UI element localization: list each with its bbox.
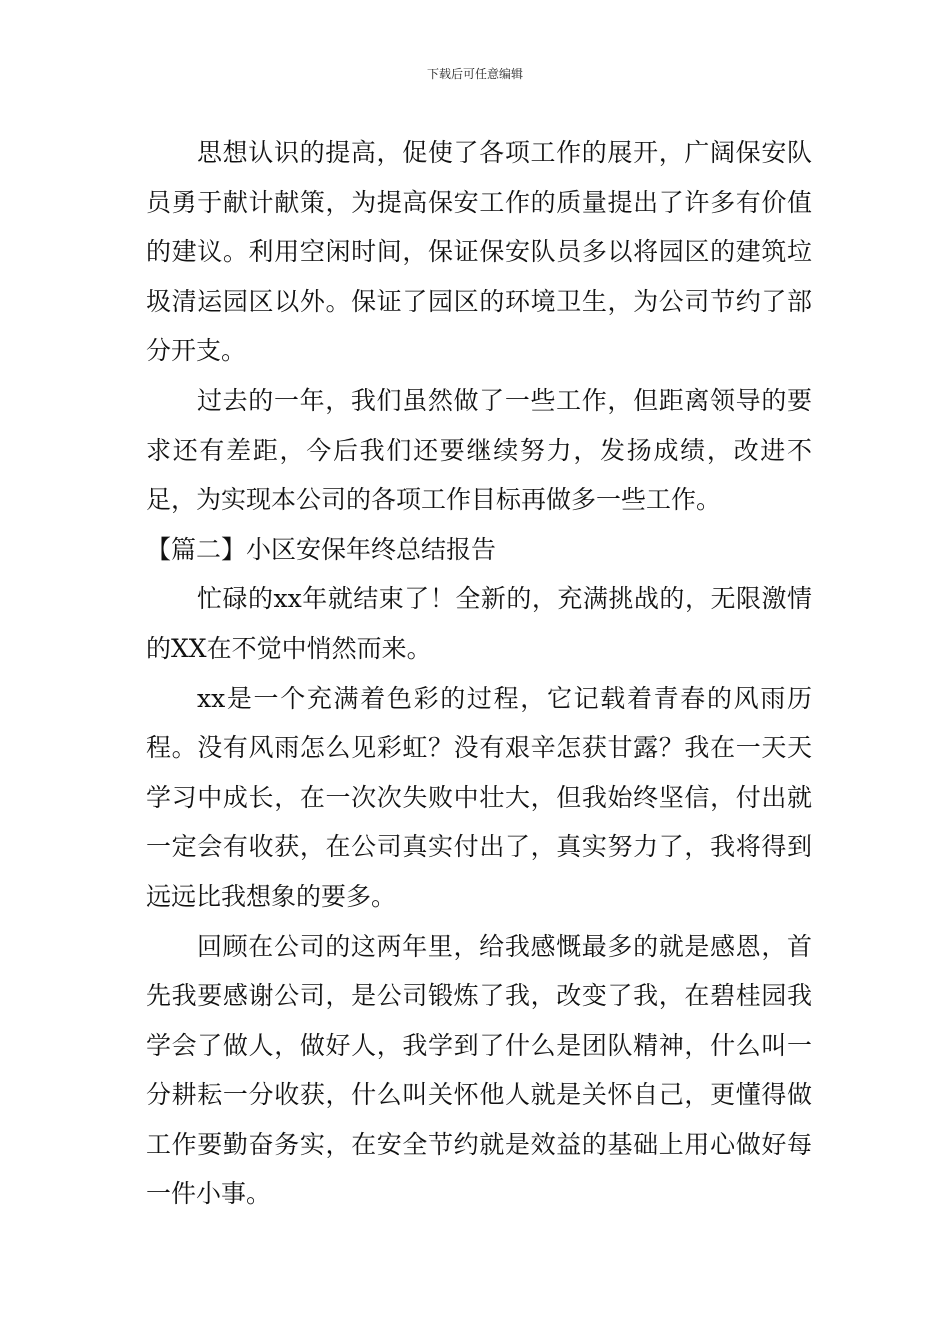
paragraph-4: xx是一个充满着色彩的过程，它记载着青春的风雨历程。没有风雨怎么见彩虹？没有艰辛怎获甘露？我在一天天学习中成长，在一次次失败中壮大，但我始终坚信，付出就一定会有收获，在公司真实付出了，真实努力了，我将得到远远比我想象的要多。 [146,683,812,911]
page-header-note: 下载后可任意编辑 [426,67,523,81]
section-heading: 【篇二】小区安保年终总结报告 [146,534,497,564]
paragraph-2: 过去的一年，我们虽然做了一些工作，但距离领导的要求还有差距，今后我们还要继续努力，发扬成绩，改进不足，为实现本公司的各项工作目标再做多一些工作。 [146,385,812,515]
paragraph-5: 回顾在公司的这两年里，给我感慨最多的就是感恩，首先我要感谢公司，是公司锻炼了我，改变了我，在碧桂园我学会了做人，做好人，我学到了什么是团队精神，什么叫一分耕耘一分收获，什么叫关怀他人就是关怀自己，更懂得做工作要勤奋务实，在安全节约就是效益的基础上用心做好每一件小事。 [146,931,812,1209]
document-body [146,128,812,1219]
paragraph-1: 思想认识的提高，促使了各项工作的展开，广阔保安队员勇于献计献策，为提高保安工作的质量提出了许多有价值的建议。利用空闲时间，保证保安队员多以将园区的建筑垃圾清运园区以外。保证了园区的环境卫生，为公司节约了部分开支。 [146,138,812,366]
paragraph-3: 忙碌的xx年就结束了！全新的，充满挑战的，无限激情的XX在不觉中悄然而来。 [146,584,812,663]
